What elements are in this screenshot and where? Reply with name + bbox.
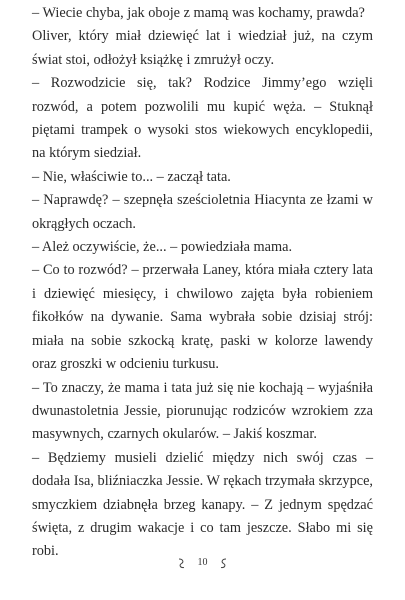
paragraph-8: – To znaczy, że mama i tata już się nie kochają – wyjaśniła dwunastoletnia Jessie, piorunując rodziców wzrokiem zza masywnych, czarnych okularów. – Jakiś koszmar.	[32, 379, 373, 443]
page-number: 10	[197, 557, 208, 568]
paragraph-5: – Naprawdę? – szepnęła sześcioletnia Hiacynta ze łzami w okrągłych oczach.	[32, 192, 373, 232]
paragraph-2: Oliver, który miał dziewięć lat i wiedział już, na czym świat stoi, odłożył książkę i zmrużył oczy.	[32, 28, 373, 68]
paragraph-6: – Ależ oczywiście, że... – powiedziała mama.	[32, 239, 293, 256]
page-folio	[0, 556, 405, 570]
paragraph-7: – Co to rozwód? – przerwała Laney, która miała cztery lata i dziewięć miesięcy, i chwilowo zajęta była robieniem fikołków na dywanie. Sama wybrała sobie dzisiaj strój: miała na sobie szkocką kratę, paski w kolorze lawendy oraz groszki w odcieniu turkusu.	[32, 262, 373, 373]
swash-ornament-icon	[219, 557, 228, 569]
paragraph-1: – Wiecie chyba, jak oboje z mamą was kochamy, prawda?	[32, 5, 365, 21]
paragraph-4: – Nie, właściwie to... – zaczął tata.	[32, 168, 231, 185]
body-text	[32, 2, 373, 564]
swash-ornament-icon	[177, 557, 186, 569]
paragraph-9: – Będziemy musieli dzielić między nich swój czas – dodała Isa, bliźniaczka Jessie. W rękach trzymała skrzypce, smyczkiem dziabnęła brzeg kanapy. – Z jednym spędzać święta, z drugim wakacje i co tam jeszcze. Słabo mi się robi.	[32, 449, 373, 560]
paragraph-3: – Rozwodzicie się, tak? Rodzice Jimmy’ego wzięli rozwód, a potem pozwolili mu kupić węża. – Stuknął piętami trampek o wysoki stos wiekowych encyklopedii, na którym siedział.	[32, 75, 373, 162]
